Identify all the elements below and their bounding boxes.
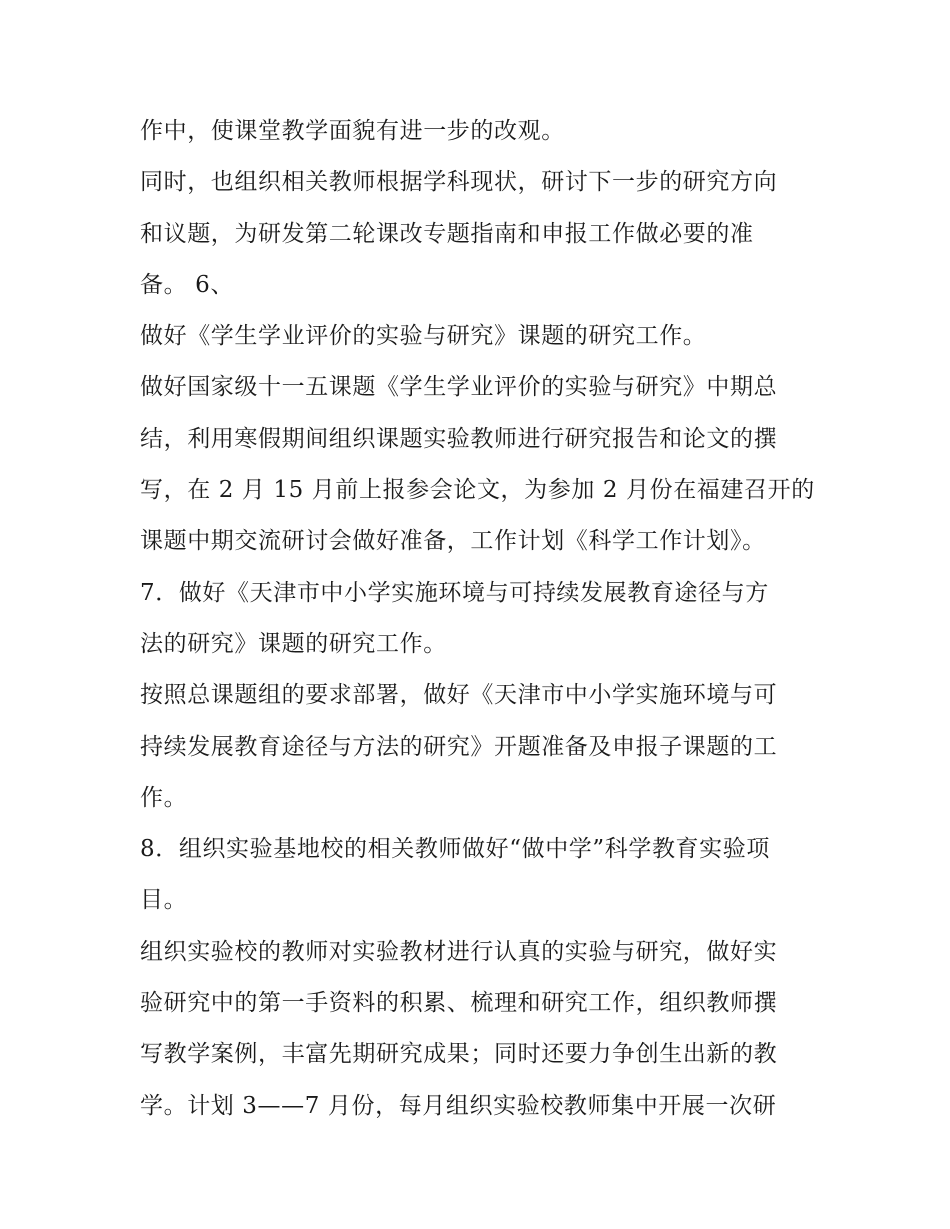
text-line: 作中，使课堂教学面貌有进一步的改观。 <box>140 118 565 144</box>
document-body <box>140 106 820 1132</box>
text-line: 持续发展教育途径与方法的研究》开题准备及申报子课题的工 <box>140 733 778 760</box>
text-line: 作。 <box>140 784 188 811</box>
text-line: 组织实验校的教师对实验教材进行认真的实验与研究，做好实 <box>140 938 778 965</box>
text-line: 做好国家级十一五课题《学生学业评价的实验与研究》中期总 <box>140 374 778 401</box>
text-line: 7．做好《天津市中小学实施环境与可持续发展教育途径与方 <box>140 579 769 606</box>
text-line: 写，在 2 月 15 月前上报参会论文，为参加 2 月份在福建召开的 <box>140 477 815 504</box>
text-line: 备。 6、 <box>140 271 234 298</box>
text-line: 结，利用寒假期间组织课题实验教师进行研究报告和论文的撰 <box>140 425 778 452</box>
text-line: 学。计划 3——7 月份，每月组织实验校教师集中开展一次研 <box>140 1092 777 1119</box>
text-line: 同时，也组织相关教师根据学科现状，研讨下一步的研究方向 <box>140 169 778 196</box>
text-line: 法的研究》课题的研究工作。 <box>140 630 447 657</box>
text-line: 做好《学生学业评价的实验与研究》课题的研究工作。 <box>140 323 707 350</box>
text-line: 验研究中的第一手资料的积累、梳理和研究工作，组织教师撰 <box>140 990 778 1017</box>
text-line: 课题中期交流研讨会做好准备，工作计划《科学工作计划》。 <box>140 528 766 555</box>
text-line: 按照总课题组的要求部署，做好《天津市中小学实施环境与可 <box>140 682 778 709</box>
text-line: 写教学案例，丰富先期研究成果；同时还要力争创生出新的教 <box>140 1041 778 1068</box>
text-line: 和议题，为研发第二轮课改专题指南和申报工作做必要的准 <box>140 220 754 247</box>
text-line: 8．组织实验基地校的相关教师做好“做中学”科学教育实验项 <box>140 836 770 863</box>
text-line: 目。 <box>140 887 188 914</box>
